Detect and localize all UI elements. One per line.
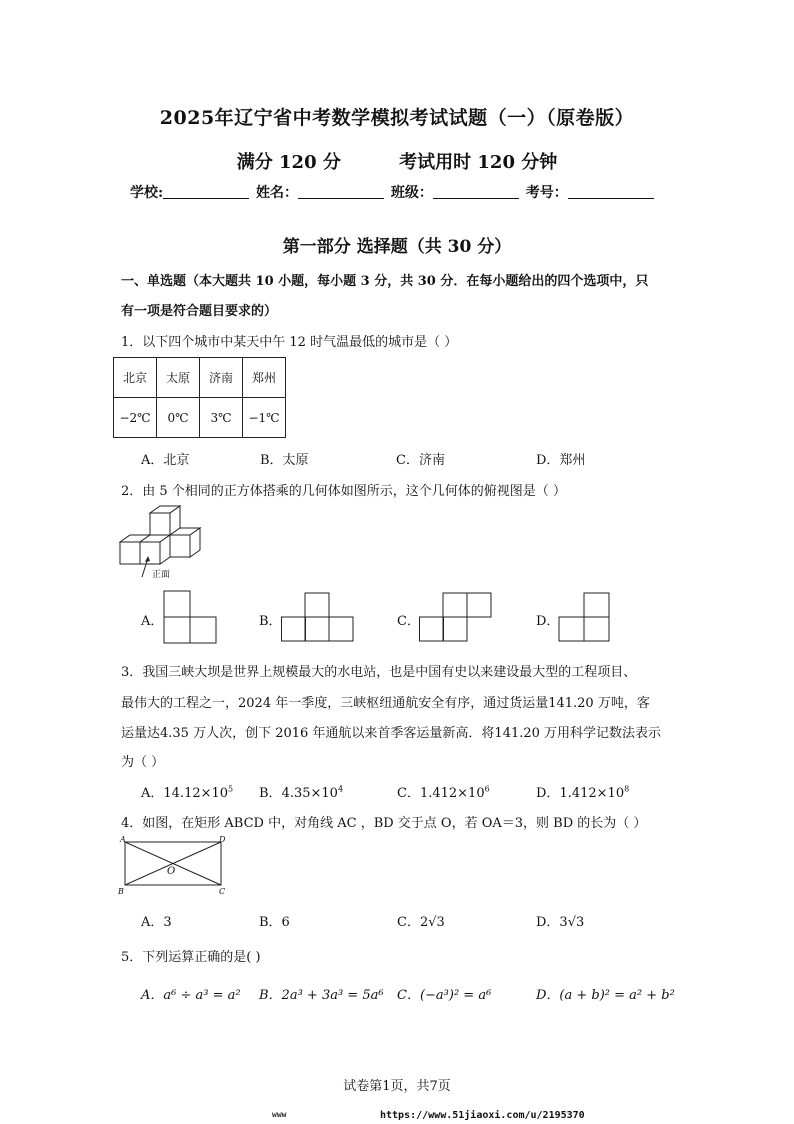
full-score: 满分 120 分: [236, 152, 341, 173]
q1-option-c: C．济南: [396, 453, 445, 468]
q3-line-3: 运量达4.35 万人次，创下 2016 年通航以来首季客运量新高．将141.20 万用科学记数法表示: [121, 726, 662, 741]
q3-option-a: A．$14.12\times 10^5$: [141, 784, 234, 801]
watermark-logo: www: [272, 1110, 287, 1119]
q3-option-d: D．$1.412\times 10^8$: [536, 784, 630, 801]
city-cell: 北京: [114, 358, 157, 398]
page-number: 试卷第1页，共7页: [343, 1079, 451, 1094]
q3-line-4: 为（ ）: [121, 755, 165, 770]
class-blank: [433, 184, 519, 199]
name-blank: [298, 184, 384, 199]
exam-meta: [0, 148, 794, 174]
q1-temperature-table: [113, 357, 286, 438]
q2-option-a-figure: [163, 590, 219, 644]
temp-cell: 3℃: [200, 398, 243, 438]
front-label: 正面: [152, 570, 171, 580]
q5-option-d: D．(a + b)² = a² + b²: [536, 988, 675, 1003]
name-label: 姓名：: [256, 185, 299, 201]
q5-option-c: C．(−a³)² = a⁶: [397, 988, 492, 1003]
vertex-b-label: B: [118, 887, 124, 896]
q2-option-c-figure: [419, 592, 493, 642]
q4-option-b: B．6: [259, 915, 290, 930]
city-cell: 太原: [157, 358, 200, 398]
vertex-d-label: D: [219, 835, 226, 844]
q4-option-a: A．3: [141, 915, 172, 930]
temp-cell: 0℃: [157, 398, 200, 438]
q4-option-d: D．3√3: [536, 915, 585, 930]
q3-option-c: C．$1.412\times 10^6$: [397, 784, 490, 801]
q4-rectangle-figure: [115, 834, 235, 896]
vertex-c-label: C: [219, 887, 226, 896]
q1-stem: 1．以下四个城市中某天中午 12 时气温最低的城市是（ ）: [121, 335, 458, 350]
section-instructions-1: 一、单选题（本大题共 10 小题，每小题 3 分，共 30 分．在每小题给出的四个选项中，只: [121, 274, 649, 289]
class-label: 班级：: [390, 185, 433, 201]
q2-option-d-figure: [558, 592, 612, 642]
q1-option-a: A．北京: [141, 453, 190, 468]
vertex-a-label: A: [120, 835, 126, 844]
section-instructions-2: 有一项是符合题目要求的）: [121, 304, 278, 319]
exam-time: 考试用时 120 分钟: [399, 152, 558, 173]
q4-option-c: C．2√3: [397, 915, 445, 930]
q2-option-b-letter: B．: [259, 614, 282, 629]
q2-cube-figure: [112, 503, 212, 581]
q2-option-b-figure: [281, 592, 355, 642]
point-o-label: O: [167, 866, 176, 877]
q5-stem: 5．下列运算正确的是( ): [121, 950, 261, 965]
temp-cell: −1℃: [243, 398, 286, 438]
q2-option-c-letter: C．: [397, 614, 420, 629]
temp-cell: −2℃: [114, 398, 157, 438]
q5-option-a: A．a⁶ ÷ a³ = a²: [141, 988, 241, 1003]
student-info-line: [130, 182, 656, 202]
city-cell: 济南: [200, 358, 243, 398]
school-label: 学校:: [130, 185, 164, 201]
q1-option-d: D．郑州: [536, 453, 586, 468]
school-blank: [163, 184, 249, 199]
exam-no-blank: [568, 184, 654, 199]
q2-option-d-letter: D．: [536, 614, 560, 629]
city-cell: 郑州: [243, 358, 286, 398]
q3-line-2: 最伟大的工程之一，2024 年一季度，三峡枢纽通航安全有序，通过货运量141.20 万吨，客: [121, 696, 650, 711]
exam-no-label: 考号：: [525, 185, 568, 201]
q3-line-1: 3．我国三峡大坝是世界上规模最大的水电站，也是中国有史以来建设最大型的工程项目、: [121, 665, 637, 680]
footer-url[interactable]: https://www.51jiaoxi.com/u/2195370: [380, 1110, 585, 1121]
q1-option-b: B．太原: [260, 453, 309, 468]
q2-option-a-letter: A．: [141, 614, 164, 629]
q4-stem: 4．如图，在矩形 ABCD 中，对角线 AC ，BD 交于点 O，若 OA＝3，则 BD 的长为（ ）: [121, 816, 647, 831]
page-title: 2025年辽宁省中考数学模拟考试试题（一）（原卷版）: [159, 107, 635, 129]
q2-stem: 2．由 5 个相同的正方体搭乘的几何体如图所示，这个几何体的俯视图是（ ）: [121, 484, 566, 499]
q3-option-b: B．$4.35\times 10^4$: [259, 784, 344, 801]
q5-option-b: B．2a³ + 3a³ = 5a⁶: [259, 988, 384, 1003]
section-title: 第一部分 选择题（共 30 分）: [282, 237, 512, 257]
